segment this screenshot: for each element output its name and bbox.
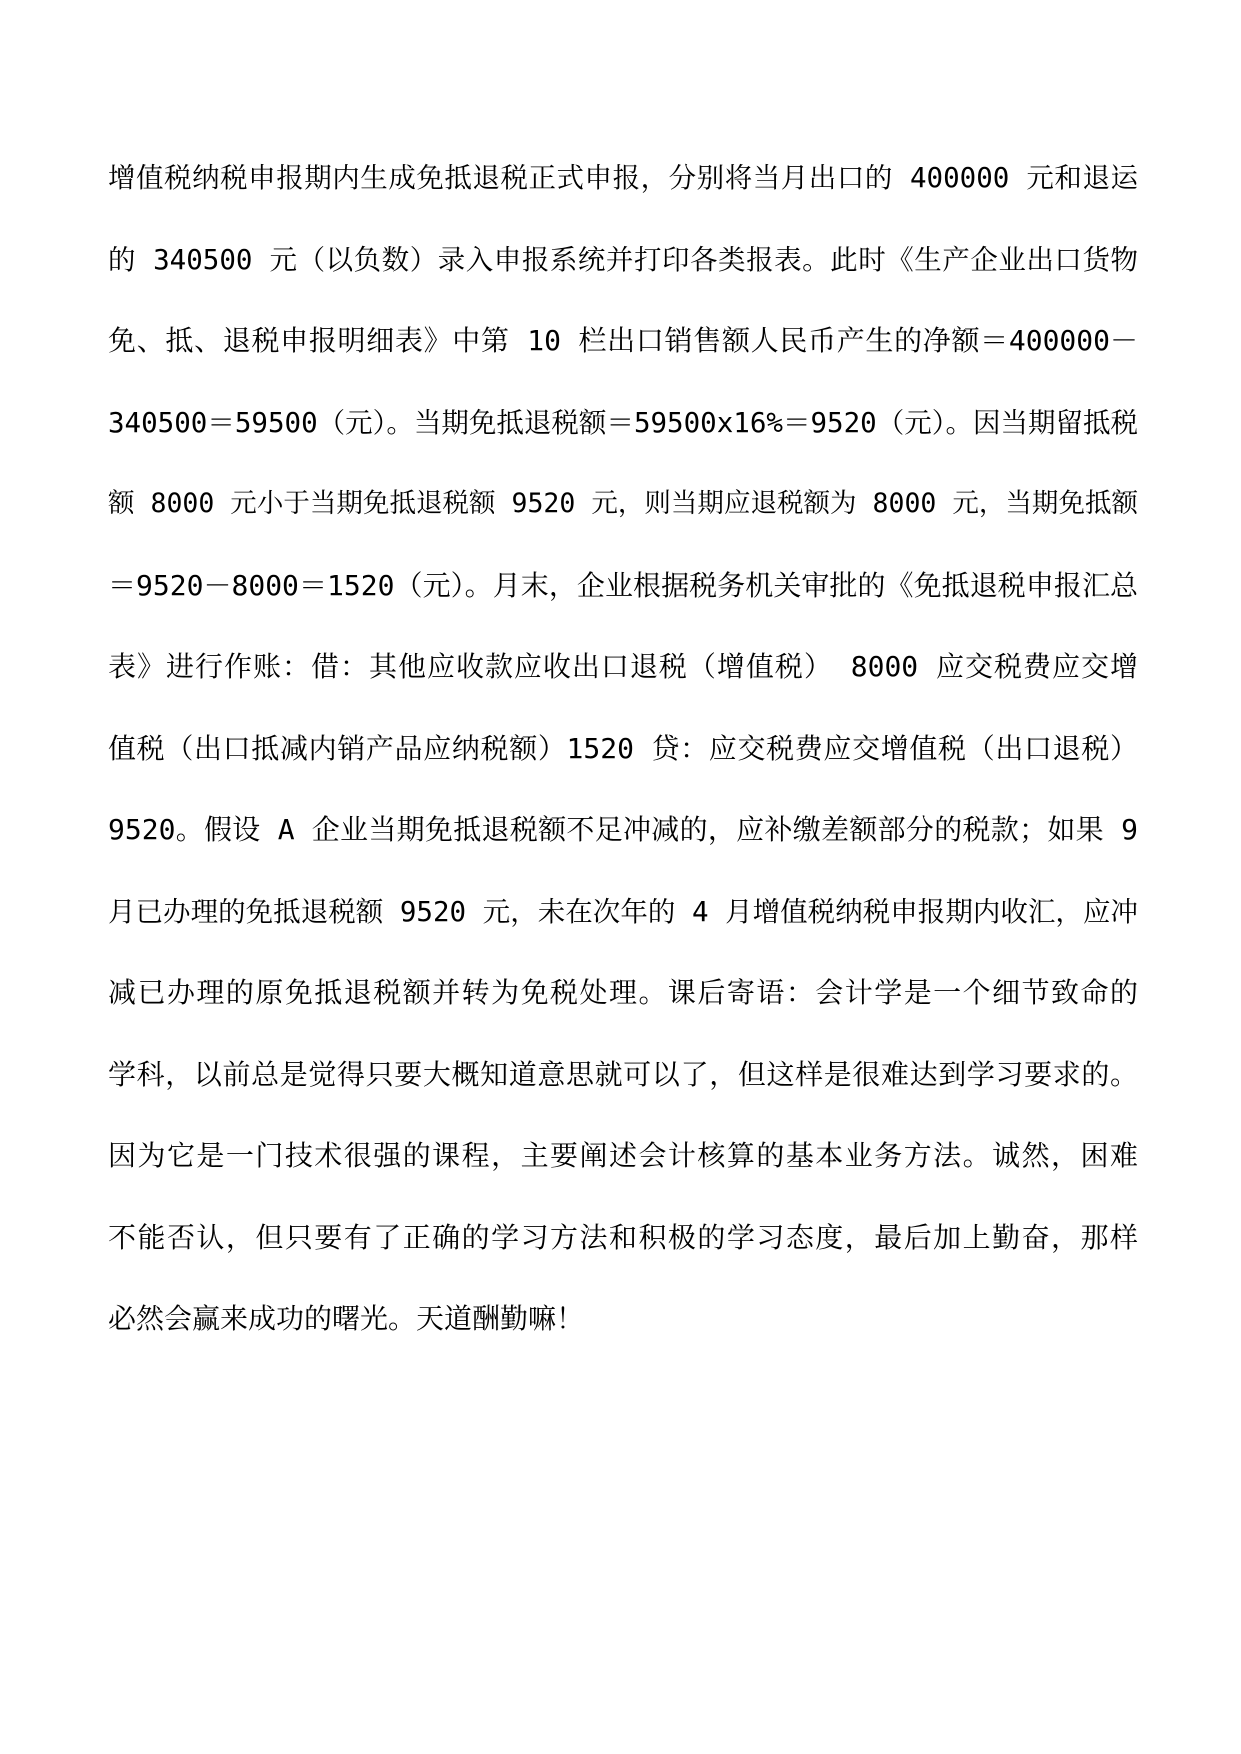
text-line-14: 不能否认，但只要有了正确的学习方法和积极的学习态度，最后加上勤奋，那样: [108, 1220, 1138, 1254]
text-line-10: 月已办理的免抵退税额 9520 元，未在次年的 4 月增值税纳税申报期内收汇，应冲: [108, 895, 1138, 928]
text-line-11: 减已办理的原免抵退税额并转为免税处理。课后寄语：会计学是一个细节致命的: [108, 976, 1138, 1009]
text-line-6: ＝9520－8000＝1520（元）。月末，企业根据税务机关审批的《免抵退税申报汇总: [108, 568, 1138, 602]
text-line-5: 额 8000 元小于当期免抵退税额 9520 元，则当期应退税额为 8000 元，当期免抵额: [108, 488, 1138, 519]
text-line-13: 因为它是一门技术很强的课程，主要阐述会计核算的基本业务方法。诚然，困难: [108, 1139, 1138, 1172]
text-line-4: 340500＝59500（元）。当期免抵退税额＝59500x16%＝9520（元）。因当期留抵税: [108, 406, 1138, 439]
text-line-1: 增值税纳税申报期内生成免抵退税正式申报，分别将当月出口的 400000 元和退运: [108, 162, 1138, 194]
body-paragraph: [108, 158, 1138, 1381]
text-line-8: 值税（出口抵减内销产品应纳税额）1520 贷：应交税费应交增值税（出口退税）: [108, 731, 1138, 765]
text-line-12: 学科，以前总是觉得只要大概知道意思就可以了，但这样是很难达到学习要求的。: [108, 1057, 1138, 1091]
text-line-9: 9520。假设 A 企业当期免抵退税额不足冲减的，应补缴差额部分的税款；如果 9: [108, 813, 1138, 846]
text-line-2: 的 340500 元（以负数）录入申报系统并打印各类报表。此时《生产企业出口货物: [108, 243, 1138, 276]
text-line-15: 必然会赢来成功的曙光。天道酬勤嘛！: [108, 1302, 585, 1335]
text-line-7: 表》进行作账：借：其他应收款应收出口退税（增值税） 8000 应交税费应交增: [108, 650, 1138, 683]
text-line-3: 免、抵、退税申报明细表》中第 10 栏出口销售额人民币产生的净额＝400000－: [108, 324, 1138, 357]
